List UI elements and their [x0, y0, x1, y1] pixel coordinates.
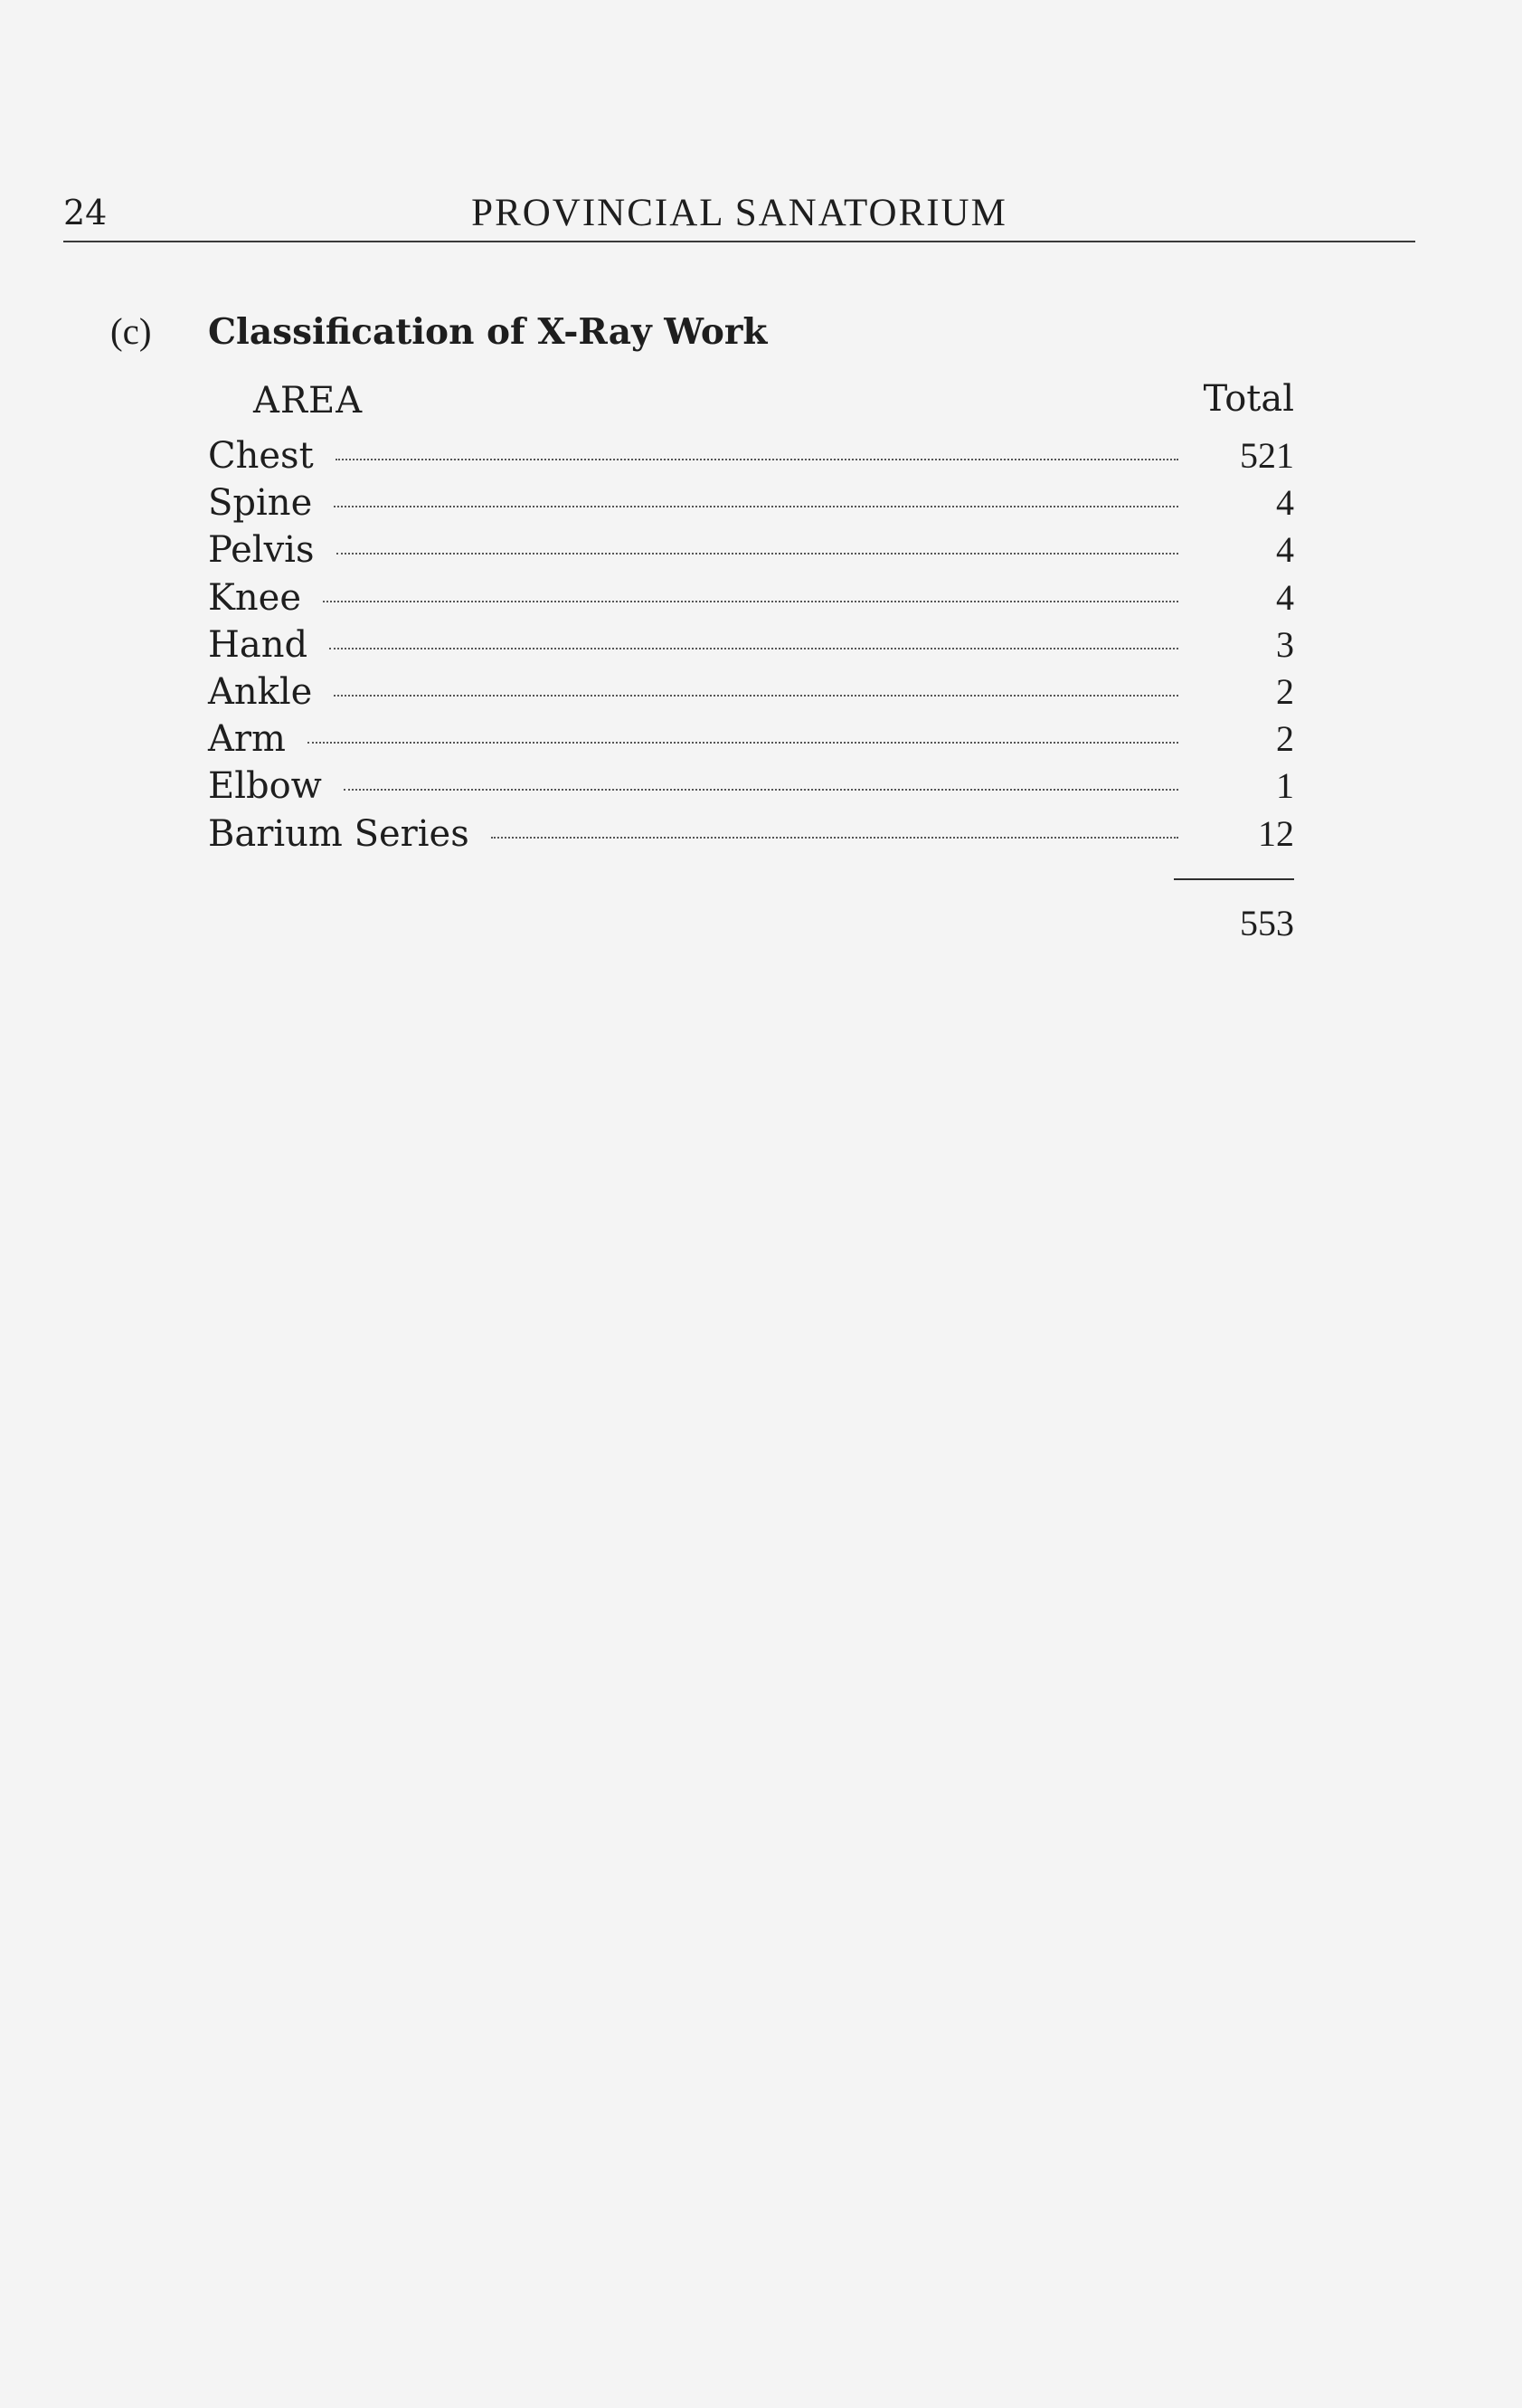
section-heading [110, 309, 767, 353]
section-label: (c) [110, 310, 152, 352]
row-total: 4 [1276, 576, 1294, 618]
page-number: 24 [63, 193, 108, 232]
table-row [208, 526, 1294, 574]
table-row [208, 763, 1294, 810]
row-total: 2 [1276, 670, 1294, 712]
row-area: Elbow [208, 765, 322, 808]
dot-leader [336, 553, 1179, 555]
row-total: 4 [1276, 529, 1294, 571]
row-area: Spine [208, 482, 313, 525]
running-head [63, 185, 1415, 240]
row-total: 2 [1276, 718, 1294, 760]
grand-total: 553 [1240, 903, 1294, 943]
dot-leader [334, 506, 1178, 507]
row-total: 1 [1276, 765, 1294, 807]
table-row [208, 479, 1294, 526]
row-total: 3 [1276, 623, 1294, 665]
row-area: Ankle [208, 670, 313, 713]
column-header-area: AREA [253, 380, 364, 422]
row-area: Pelvis [208, 529, 315, 572]
row-total: 4 [1276, 482, 1294, 524]
table-row [208, 668, 1294, 716]
table-row [208, 716, 1294, 763]
dot-leader [329, 648, 1178, 649]
row-area: Hand [208, 623, 308, 666]
row-area: Chest [208, 435, 314, 477]
header-rule [63, 241, 1415, 242]
dot-leader [344, 789, 1178, 791]
table-row [208, 621, 1294, 668]
row-total: 12 [1258, 812, 1294, 854]
row-area: Knee [208, 576, 301, 619]
row-area: Arm [208, 718, 286, 761]
table-row [208, 811, 1294, 858]
row-area: Barium Series [208, 812, 469, 855]
dot-leader [334, 695, 1178, 697]
row-total: 521 [1240, 435, 1294, 476]
table-row [208, 432, 1294, 479]
dot-leader [336, 459, 1178, 460]
column-header-total: Total [1203, 378, 1294, 420]
xray-table [208, 432, 1294, 858]
section-title: Classification of X-Ray Work [208, 311, 768, 353]
table-row [208, 574, 1294, 621]
dot-leader [491, 837, 1178, 839]
sum-rule [1174, 878, 1294, 880]
dot-leader [323, 601, 1178, 602]
dot-leader [307, 742, 1178, 744]
running-title: PROVINCIAL SANATORIUM [471, 192, 1007, 234]
